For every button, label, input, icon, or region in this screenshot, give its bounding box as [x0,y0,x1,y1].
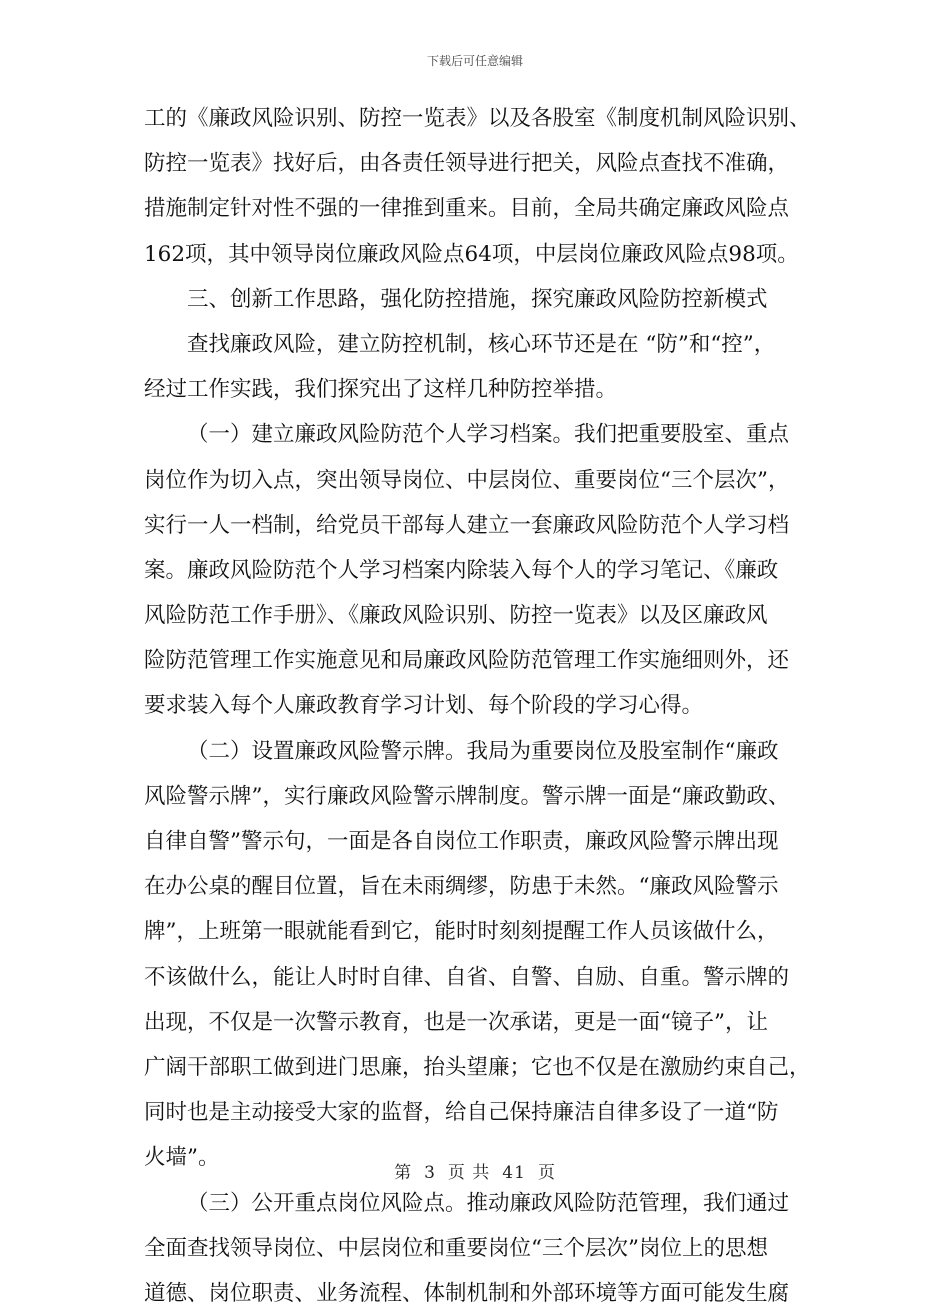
text-line: 要求装入每个人廉政教育学习计划、每个阶段的学习心得。 [144,693,704,719]
text-line: 案。廉政风险防范个人学习档案内除装入每个人的学习笔记、《廉政 [144,557,779,583]
text-line: 险防范管理工作实施意见和局廉政风险防范管理工作实施细则外，还 [144,648,790,674]
page-footer [0,1158,950,1183]
text-line: 不该做什么，能让人时时自律、自省、自警、自励、自重。警示牌的 [144,964,790,990]
text-line: 牌”，上班第一眼就能看到它，能时时刻刻提醒工作人员该做什么， [144,919,779,945]
page-header: 下载后可任意编辑 [426,54,523,68]
total-pages: 41 [502,1163,526,1183]
text-line: 措施制定针对性不强的一律推到重来。目前，全局共确定廉政风险点 [144,196,790,222]
text-line: 风险防范工作手册》、《廉政风险识别、防控一览表》以及区廉政风 [144,603,768,629]
text-line: 风险警示牌”，实行廉政风险警示牌制度。警示牌一面是“廉政勤政、 [144,783,790,809]
page-number: 3 [424,1163,436,1183]
subsection-line: （一）建立廉政风险防范个人学习档案。我们把重要股室、重点 [187,422,790,448]
text-line: 实行一人一档制，给党员干部每人建立一套廉政风险防范个人学习档 [144,512,790,538]
footer-suffix: 页 [537,1163,556,1183]
text-line: 全面查找领导岗位、中层岗位和重要岗位“三个层次”岗位上的思想 [144,1235,768,1261]
text-line: 同时也是主动接受大家的监督，给自己保持廉洁自律多设了一道“防 [144,1100,779,1126]
text-line: 工的《廉政风险识别、防控一览表》以及各股室《制度机制风险识别、 [144,106,811,131]
text-line: 162项，其中领导岗位廉政风险点64项，中层岗位廉政风险点98项。 [144,241,799,267]
text-line: 经过工作实践，我们探究出了这样几种防控举措。 [144,377,618,403]
section-heading: 三、创新工作思路，强化防控措施，探究廉政风险防控新模式 [187,286,768,312]
footer-middle: 页 共 [447,1163,491,1183]
text-line: 广阔干部职工做到进门思廉，抬头望廉；它也不仅是在激励约束自己， [144,1054,811,1080]
subsection-line: （三）公开重点岗位风险点。推动廉政风险防范管理，我们通过 [187,1190,790,1216]
text-line: 防控一览表》找好后，由各责任领导进行把关，风险点查找不准确， [144,151,790,177]
text-line: 火墙”。 [144,1145,220,1171]
text-line: 道德、岗位职责、业务流程、体制机制和外部环境等方面可能发生腐 [144,1280,790,1306]
document-body [144,96,816,1316]
text-line: 出现，不仅是一次警示教育，也是一次承诺，更是一面“镜子”，让 [144,1009,768,1035]
text-line: 自律自警”警示句，一面是各自岗位工作职责，廉政风险警示牌出现 [144,829,779,854]
text-line: 查找廉政风险，建立防控机制，核心环节还是在 “防”和“控”， [187,331,776,357]
subsection-line: （二）设置廉政风险警示牌。我局为重要岗位及股室制作“廉政 [187,738,779,764]
text-line: 岗位作为切入点，突出领导岗位、中层岗位、重要岗位“三个层次”， [144,467,790,493]
footer-prefix: 第 [394,1163,413,1183]
text-line: 在办公桌的醒目位置，旨在未雨绸缪，防患于未然。“廉政风险警示 [144,874,779,900]
